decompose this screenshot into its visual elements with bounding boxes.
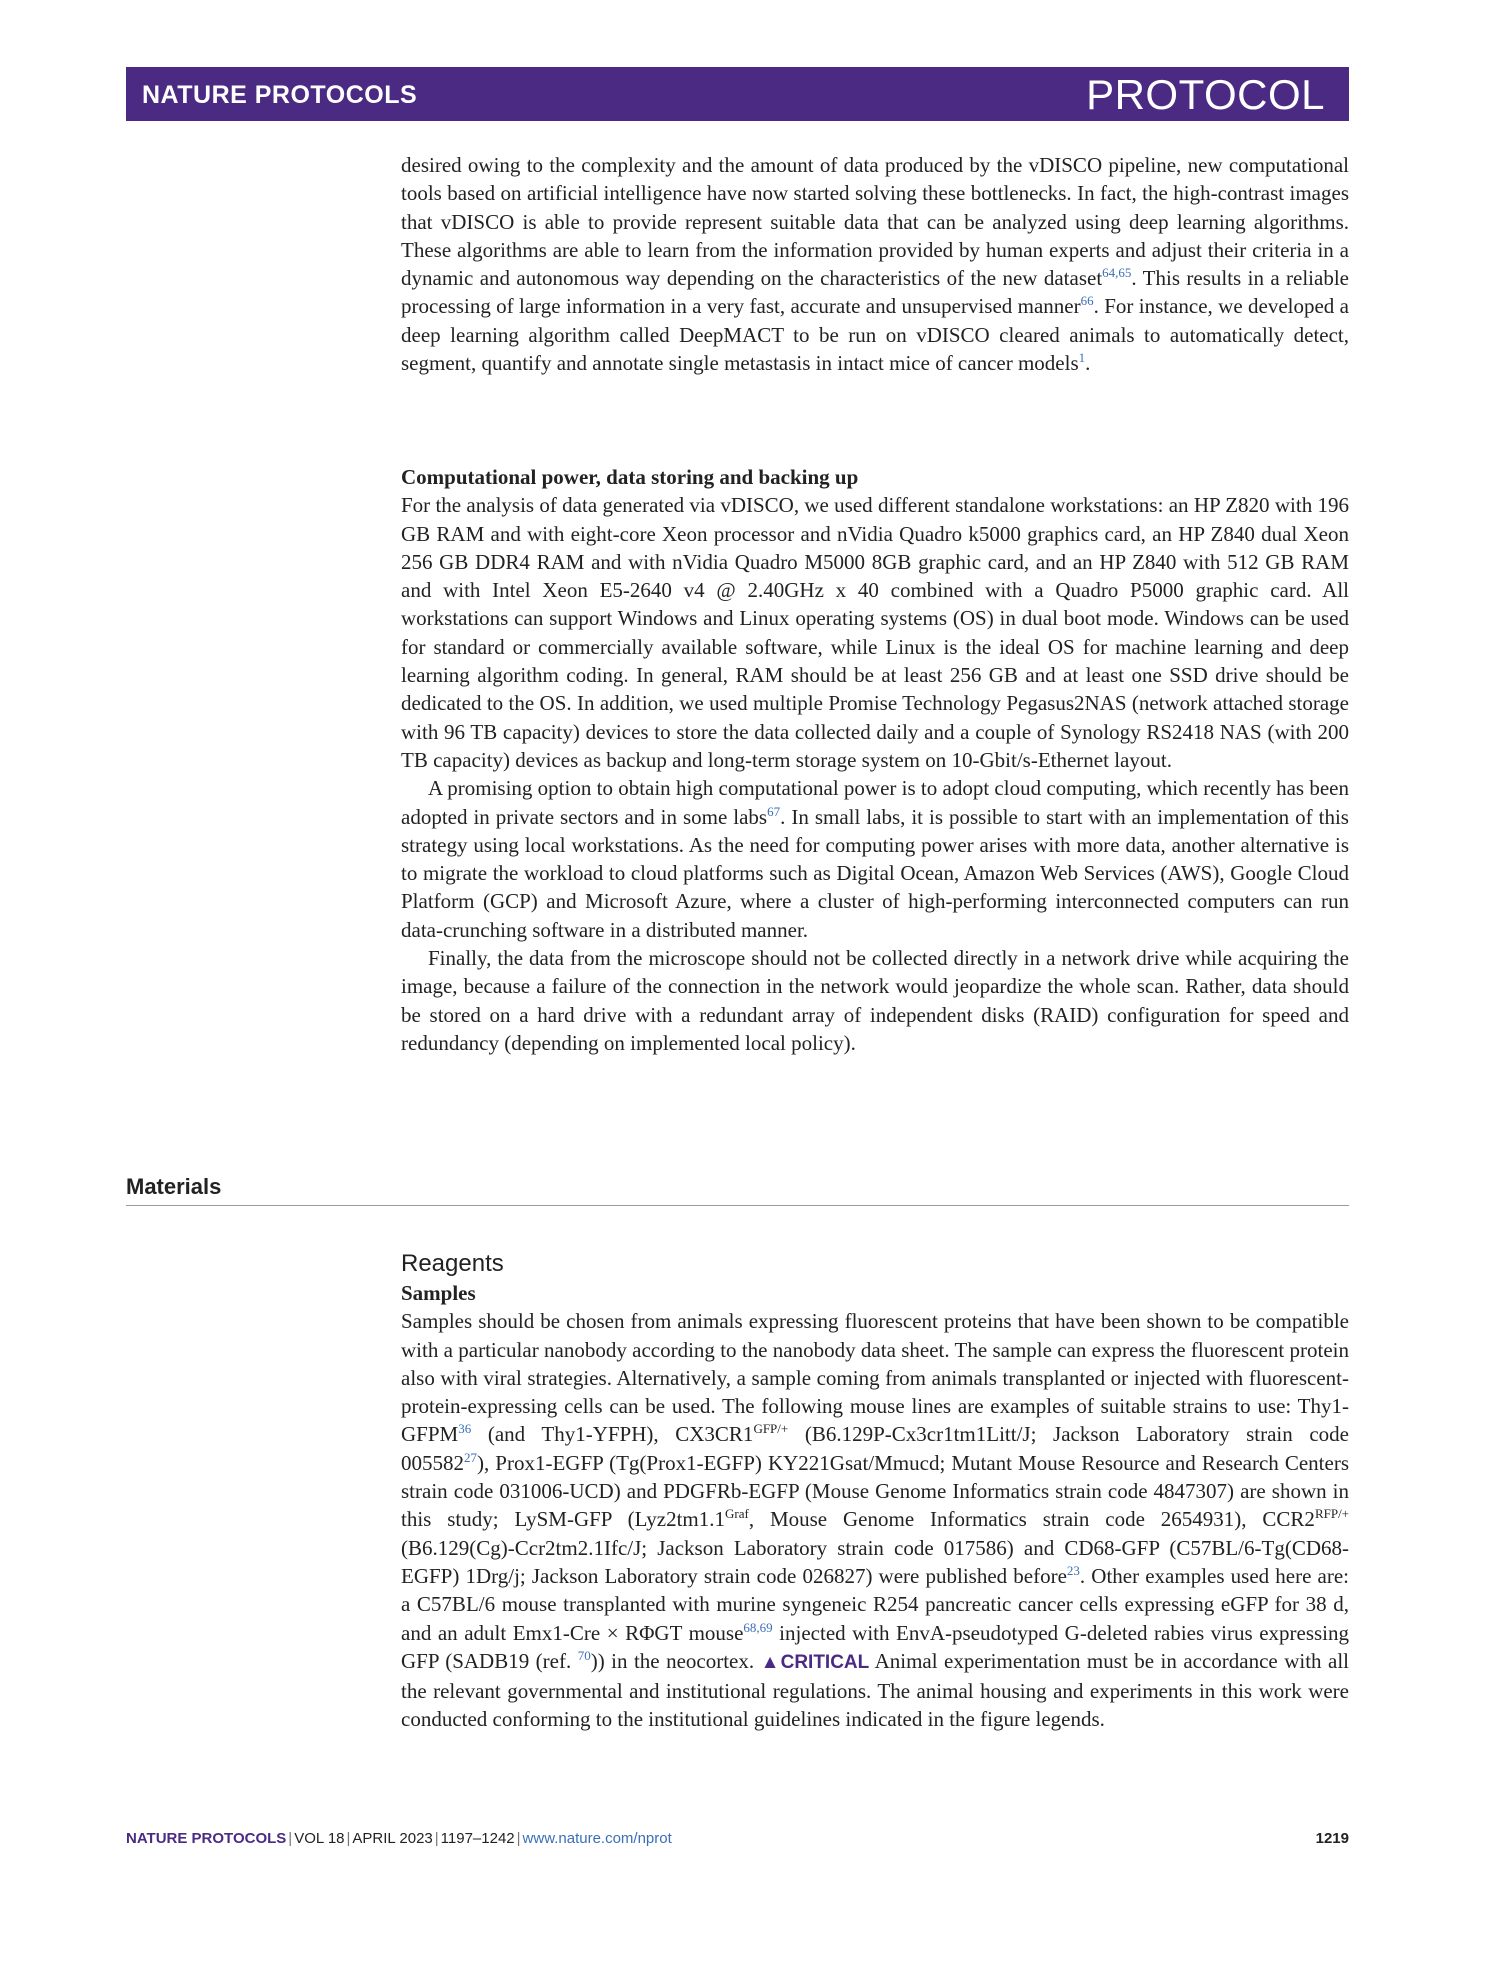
page-footer: NATURE PROTOCOLS | VOL 18 | APRIL 2023 | 1197–1242 | www.nature.com/nprot 1219 <box>126 1830 1349 1847</box>
intro-paragraph: desired owing to the complexity and the amount of data produced by the vDISCO pipeline, new computational tools based on artificial intelligence have now started solving these bottlenecks. In fact, the high-contrast images that vDISCO is able to provide represent suitable data that can be analyzed using deep learning algorithms. These algorithms are able to learn from the information provided by human experts and adjust their criteria in a dynamic and autonomous way depending on the characteristics of the new dataset$^{64,65}$. This results in a reliable processing of large information in a very fast, accurate and unsupervised manner$^{66}$. For instance, we developed a deep learning algorithm called DeepMACT to be run on vDISCO cleared animals to automatically detect, segment, quantify and annotate single metastasis in intact mice of cancer models$^1$. <box>401 153 1349 376</box>
superscript: GFP/+ <box>753 1421 789 1437</box>
body-paragraph: Finally, the data from the microscope should not be collected directly in a network drive while acquiring the image, because a failure of the connection in the network would jeopardize the whole scan. Rather, data should be stored on a hard drive with a redundant array of independent disks (RAID) configuration for speed and redundancy (depending on implemented local policy). <box>401 946 1349 1055</box>
footer-issue: APRIL 2023 <box>352 1830 433 1847</box>
intro-paragraph-block <box>401 151 1349 377</box>
header-bar <box>126 67 1349 121</box>
reagents-title: Reagents <box>401 1250 504 1277</box>
subsection-heading: Computational power, data storing and backing up <box>401 465 859 489</box>
citation-link[interactable]: 68,69 <box>743 1619 773 1635</box>
footer-journal: NATURE PROTOCOLS <box>126 1830 287 1847</box>
citation-link[interactable]: 1 <box>1078 350 1086 366</box>
superscript: RFP/+ <box>1314 1506 1350 1522</box>
citation-link[interactable]: 64,65 <box>1102 265 1132 281</box>
footer-pages: 1197–1242 <box>440 1830 515 1847</box>
citation-link[interactable]: 27 <box>464 1449 477 1465</box>
journal-name: NATURE PROTOCOLS <box>142 81 418 109</box>
footer-url-link[interactable]: www.nature.com/nprot <box>522 1830 672 1847</box>
critical-label: ▲CRITICAL <box>760 1651 870 1673</box>
article-type: PROTOCOL <box>1086 71 1325 118</box>
body-paragraph: A promising option to obtain high computational power is to adopt cloud computing, which recently has been adopted in private sectors and in some labs$^{67}$. In small labs, it is possible to start with an implementation of this strategy using local workstations. As the need for computing power arises with more data, another alternative is to migrate the workload to cloud platforms such as Digital Ocean, Amazon Web Services (AWS), Google Cloud Platform (GCP) and Microsoft Azure, where a cluster of high-performing interconnected computers can run data-crunching software in a distributed manner. <box>401 776 1349 942</box>
citation-link[interactable]: 67 <box>767 803 781 819</box>
page-number: 1219 <box>1315 1830 1349 1847</box>
section-title-materials: Materials <box>126 1174 1349 1206</box>
computational-section <box>401 463 1349 1057</box>
samples-heading: Samples <box>401 1281 476 1305</box>
superscript: Graf <box>725 1506 749 1522</box>
reagents-section <box>401 1249 1349 1734</box>
footer-volume: VOL 18 <box>294 1830 345 1847</box>
body-paragraph: For the analysis of data generated via vDISCO, we used different standalone workstations: an HP Z820 with 196 GB RAM and with eight-core Xeon processor and nVidia Quadro k5000 graphics card, an HP Z840 dual Xeon 256 GB DDR4 RAM and with nVidia Quadro M5000 8GB graphic card, and an HP Z840 with 512 GB RAM and with Intel Xeon E5-2640 v4 @ 2.40GHz x 40 combined with a Quadro P5000 graphic card. All workstations can support Windows and Linux operating systems (OS) in dual boot mode. Windows can be used for standard or commercially available software, while Linux is the ideal OS for machine learning and deep learning algorithm coding. In general, RAM should be at least 256 GB and at least one SSD drive should be dedicated to the OS. In addition, we used multiple Promise Technology Pegasus2NAS (network attached storage with 96 TB capacity) devices to store the data collected daily and a couple of Synology RS2418 NAS (with 200 TB capacity) devices as backup and long-term storage system on 10-Gbit/s-Ethernet layout. <box>401 493 1349 772</box>
citation-link[interactable]: 23 <box>1066 1562 1080 1578</box>
samples-paragraph: Samples should be chosen from animals expressing fluorescent proteins that have been shown to be compatible with a particular nanobody according to the nanobody data sheet. The sample can express the fluorescent protein also with viral strategies. Alternatively, a sample coming from animals transplanted or injected with fluorescent-protein-expressing cells can be used. The following mouse lines are examples of suitable strains to use: Thy1-GFPM$^{36}$ (and Thy1-YFPH), $CX3CR1^{GFP/+}$ (B6.129P-Cx3cr1tm1Litt/J; Jackson Laboratory strain code 005582$^{27}$), Prox1-EGFP (Tg(Prox1-EGFP) KY221Gsat/Mmucd; Mutant Mouse Resource and Research Centers strain code 031006-UCD) and PDGFRb-EGFP (Mouse Genome Informatics strain code 4847307) are shown in this study; LySM-GFP ($Lyz2tm1.1^{Graf}$, Mouse Genome Informatics strain code 2654931), $CCR2^{RFP/+}$ (B6.129(Cg)-Ccr2tm2.1Ifc/J; Jackson Laboratory strain code 017586) and CD68-GFP (C57BL/6-Tg(CD68-EGFP) 1Drg/j; Jackson Laboratory strain code 026827) were published before$^{23}$. Other examples used here are: a C57BL/6 mouse transplanted with murine syngeneic R254 pancreatic cancer cells expressing eGFP for 38 d, and an adult Emx1-Cre × RΦGT mouse$^{68,69}$ injected with EnvA-pseudotyped G-deleted rabies virus expressing GFP (SADB19 (ref. $^{70}$)) in the neocortex. ▲CRITICAL Animal experimentation must be in accordance with all the relevant governmental and institutional regulations. The animal housing and experiments in this work were conducted conforming to the institutional guidelines indicated in the figure legends. <box>401 1309 1350 1732</box>
citation-link[interactable]: 66 <box>1080 293 1094 309</box>
citation-link[interactable]: 36 <box>458 1421 472 1437</box>
citation-link[interactable]: 70 <box>577 1647 591 1663</box>
